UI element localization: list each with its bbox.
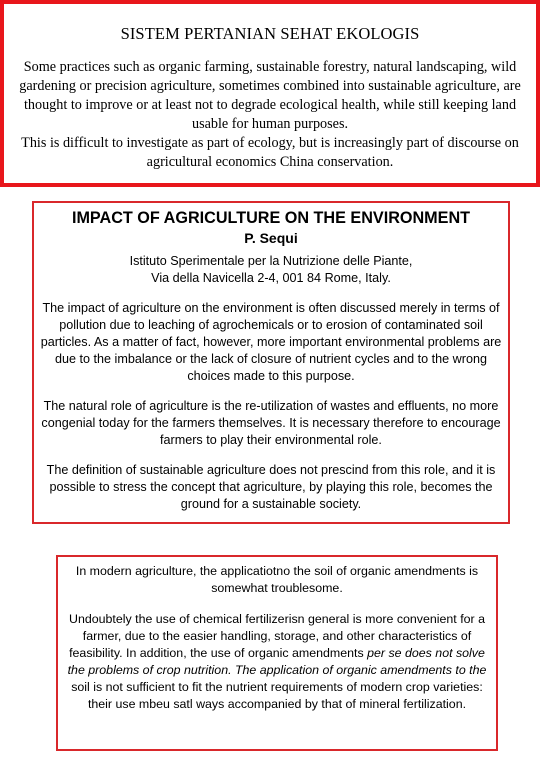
sistem-pertanian-paragraph-2: This is difficult to investigate as part of ecology, but is increasingly part of discourse on agricultural economics China conservation.	[21, 135, 519, 170]
sistem-pertanian-paragraph-1: Some practices such as organic farming, sustainable forestry, natural landscaping, wild gardening or precision agriculture, sometimes combined into sustainable agriculture, are thought to improve or at least not to degrade ecological health, while still keeping land usable for human purposes.	[19, 59, 521, 132]
sistem-pertanian-title: SISTEM PERTANIAN SEHAT EKOLOGIS	[120, 24, 420, 43]
sistem-pertanian-box	[0, 0, 540, 187]
article-author: P. Sequi	[244, 230, 298, 246]
article-paragraph-2: The natural role of agriculture is the re-utilization of wastes and effluents, no more congenial today for the farmers themselves. It is necessary therefore to encourage farmers to play their environmental role.	[41, 399, 501, 447]
article-paragraph-3: The definition of sustainable agriculture does not prescind from this role, and it is possible to stress the concept that agriculture, by playing this role, becomes the ground for a sustainable society.	[46, 463, 496, 511]
article-affiliation	[40, 253, 502, 287]
article-title: IMPACT OF AGRICULTURE ON THE ENVIRONMENT	[71, 209, 471, 227]
amendments-paragraph-2	[64, 611, 490, 713]
impact-article-box	[32, 201, 510, 524]
article-paragraph-1: The impact of agriculture on the environment is often discussed merely in terms of pollution due to leaching of agrochemicals or to erosion of contaminated soil particles. As a matter of fact, however, more important environmental problems are due to the imbalance or the lack of closure of nutrient cycles and to the wrong choices made to this purpose.	[40, 301, 502, 383]
organic-amendments-box	[56, 555, 498, 751]
affiliation-line-2: Via della Navicella 2-4, 001 84 Rome, Italy.	[151, 271, 391, 285]
affiliation-line-1: Istituto Sperimentale per la Nutrizione delle Piante,	[129, 254, 413, 268]
amendments-text-normal: Undoubtely the use of chemical fertilizerisn general is more convenient for a farmer, due to the easier handling, storage, and other characteristics of feasibility. In addition, the use of organic amendments	[69, 612, 485, 660]
amendments-paragraph-1: In modern agriculture, the applicatiotno the soil of organic amendments is somewhat troublesome.	[75, 564, 479, 595]
amendments-text-italic: per se does not solve the problems of crop nutrition. The application of organic amendments to the	[67, 646, 487, 677]
amendments-text-end: soil is not sufficient to fit the nutrient requirements of modern crop varieties: their use mbeu satl ways accompanied by that of mineral fertilization.	[71, 680, 483, 711]
